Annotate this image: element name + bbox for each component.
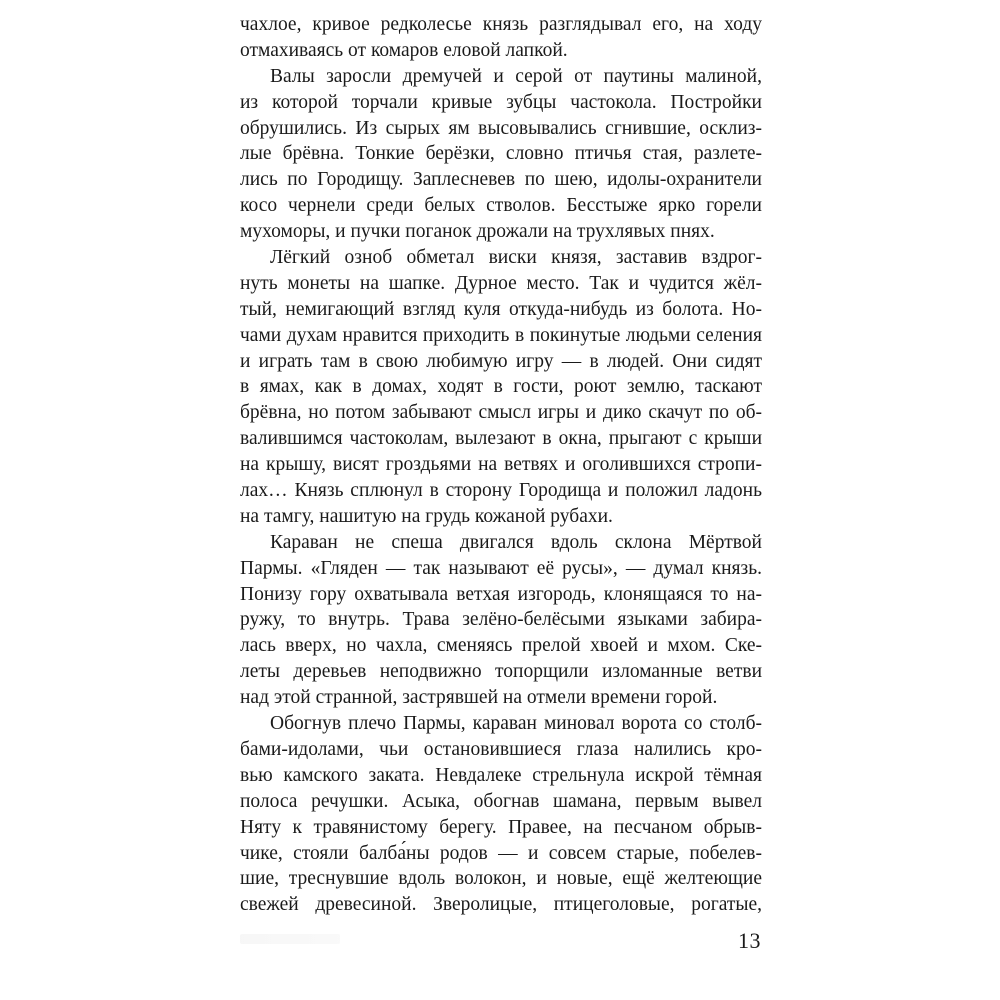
text-line: лах… Князь сплюнул в сторону Городища и положил ладонь — [240, 480, 762, 502]
text-line: лась вверх, но чахла, сменяясь прелой хвоей и мхом. Ске- — [240, 635, 762, 657]
text-line: лые брёвна. Тонкие берёзки, словно птичья стая, разлете- — [240, 143, 762, 165]
text-line: брёвна, но потом забывают смысл игры и дико скачут по об- — [240, 402, 762, 424]
text-line: чахлое, кривое редколесье князь разглядывал его, на ходу — [240, 14, 762, 35]
text-line: Обогнув плечо Пармы, караван миновал ворота со столб- — [270, 713, 762, 735]
text-line: полоса речушки. Асыка, обогнав шамана, первым вывел — [240, 790, 762, 812]
text-line: из которой торчали кривые зубцы частокола. Постройки — [240, 91, 762, 113]
text-line: Няту к травянистому берегу. Правее, на песчаном обрыв- — [240, 816, 762, 838]
text-line: и играть там в свою любимую игру — в людей. Они сидят — [240, 350, 762, 372]
text-line: валившимся частоколам, вылезают в окна, прыгают с крыши — [240, 428, 762, 450]
body-text — [240, 12, 762, 918]
text-line: лись по Городищу. Заплесневев по шею, идолы-охранители — [240, 169, 762, 191]
text-line: чике, стояли балба́ны родов — и совсем старые, побелев- — [240, 842, 762, 864]
text-line: леты деревьев неподвижно топорщили изломанные ветви — [240, 661, 762, 683]
text-line: бами-идолами, чьи остановившиеся глаза налились кро- — [240, 738, 762, 760]
text-line: тый, немигающий взгляд куля откуда-нибудь из болота. Но- — [240, 298, 762, 320]
text-line: мухоморы, и пучки поганок дрожали на трухлявых пнях. — [240, 221, 715, 243]
text-line: нуть монеты на шапке. Дурное место. Так и чудится жёл- — [240, 272, 762, 294]
text-line: Понизу гору охватывала ветхая изгородь, клонящаяся то на- — [240, 583, 762, 605]
text-line: на тамгу, нашитую на грудь кожаной рубахи. — [240, 505, 613, 527]
text-line: отмахиваясь от комаров еловой лапкой. — [240, 39, 568, 61]
text-line: вью камского заката. Невдалеке стрельнула искрой тёмная — [240, 764, 762, 786]
text-line: шие, треснувшие вдоль волокон, и новые, ещё желтеющие — [240, 868, 762, 890]
text-line: Пармы. «Гляден — так называют её русы», — думал князь. — [240, 557, 762, 579]
text-line: на крышу, висят гроздьями на ветвях и оголившихся стропи- — [240, 454, 762, 476]
text-line: свежей древесиной. Зверолицые, птицеголовые, рогатые, — [240, 894, 762, 916]
text-line: обрушились. Из сырых ям высовывались сгнившие, осклиз- — [240, 117, 762, 139]
text-line: косо чернели среди белых стволов. Бесстыже ярко горели — [240, 195, 762, 217]
text-line: Лёгкий озноб обметал виски князя, заставив вздрог- — [270, 247, 762, 269]
text-line: над этой странной, застрявшей на отмели времени горой. — [240, 687, 718, 709]
text-line: Караван не спеша двигался вдоль склона Мёртвой — [270, 531, 762, 553]
text-line: в ямах, как в домах, ходят в гости, роют землю, таскают — [240, 376, 762, 398]
faint-footer-mark — [240, 934, 340, 944]
text-line: чами духам нравится приходить в покинутые людьми селения — [240, 324, 762, 346]
page-number: 13 — [738, 928, 761, 953]
text-line: Валы заросли дремучей и серой от паутины малиной, — [270, 65, 762, 87]
text-line: ружу, то внутрь. Трава зелёно-белёсыми языками забира- — [240, 609, 762, 631]
